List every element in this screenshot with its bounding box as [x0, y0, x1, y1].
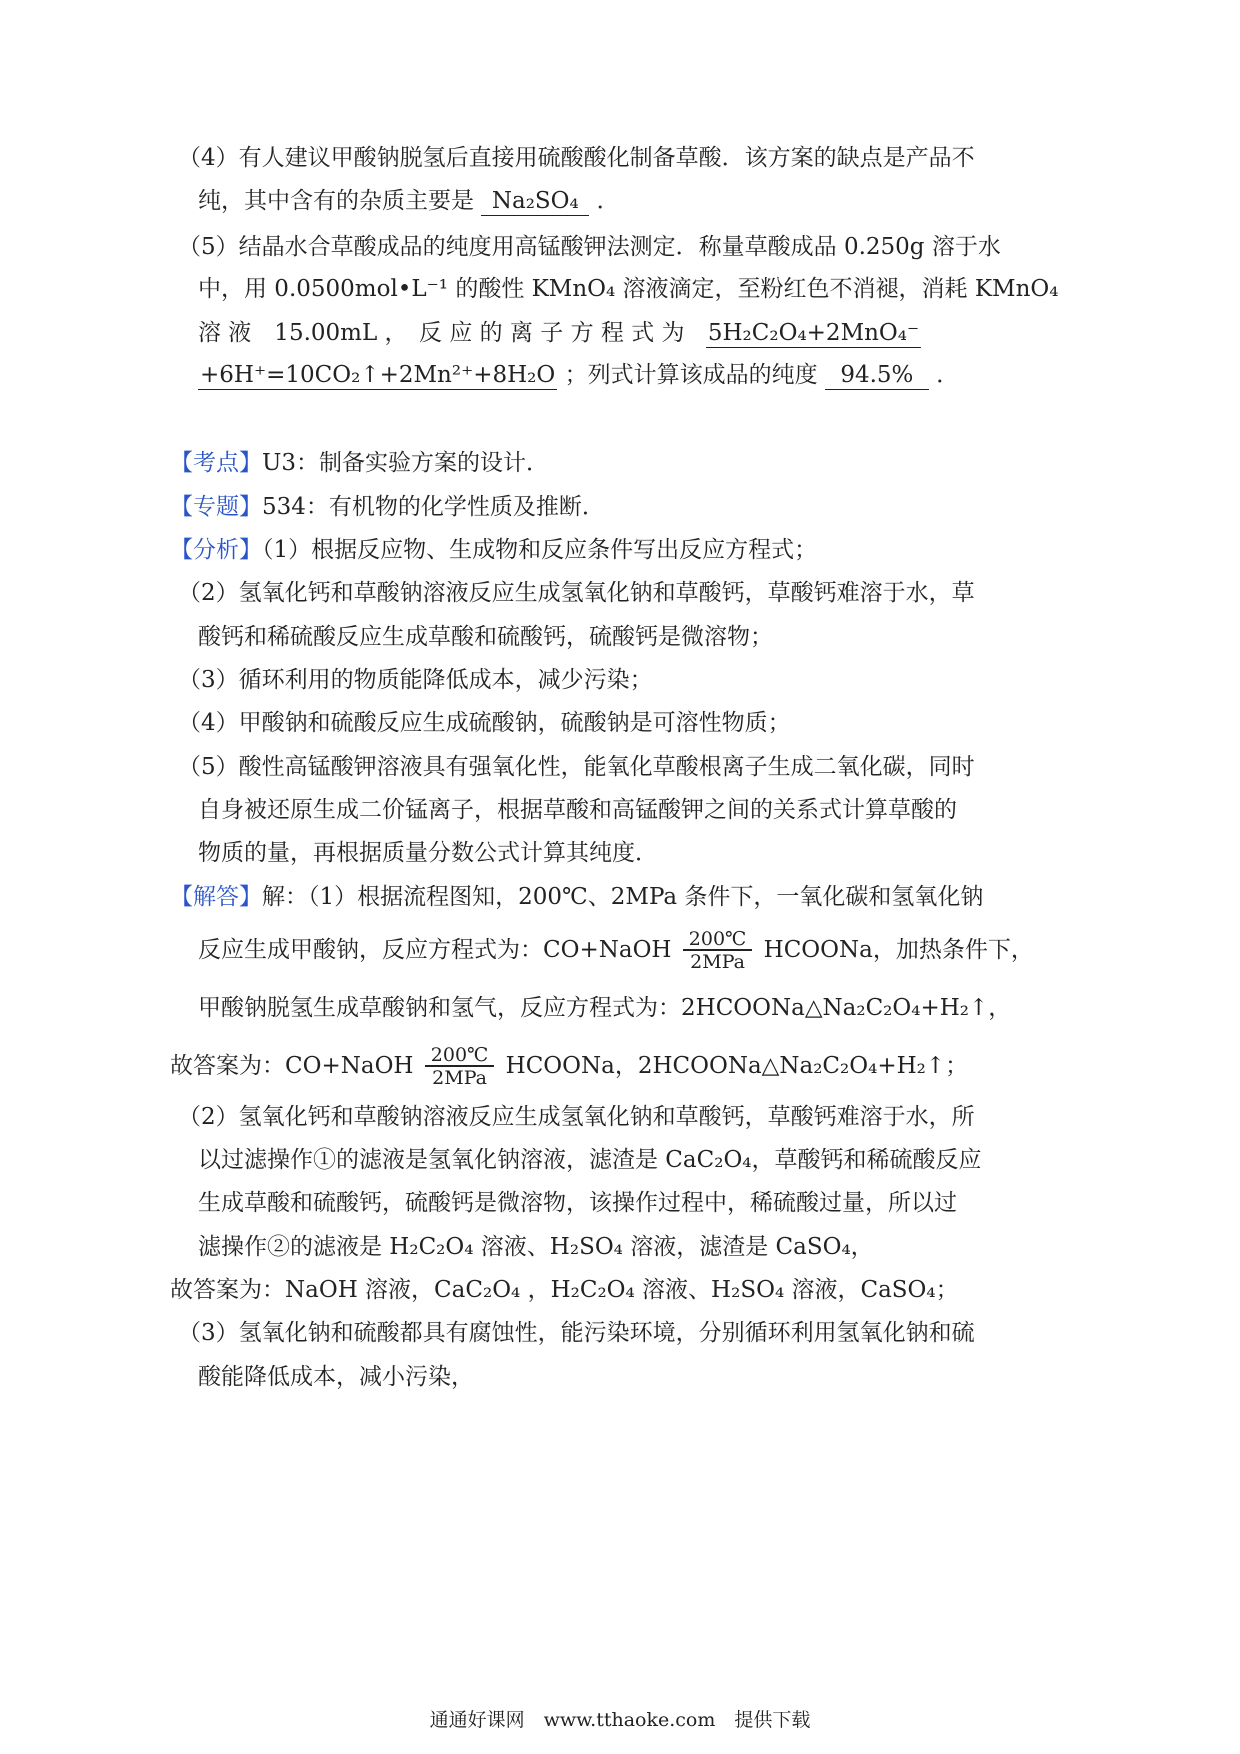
- q5-line-3: 溶 液 15.00mL ， 反 应 的 离 子 方 程 式 为 5H₂C₂O₄+2MnO₄⁻: [198, 320, 920, 346]
- fenxi-line-5: （4）甲酸钠和硫酸反应生成硫酸钠，硫酸钠是可溶性物质；: [178, 710, 791, 736]
- q5-line-1: （5）结晶水合草酸成品的纯度用高锰酸钾法测定．称量草酸成品 0.250g 溶于水: [178, 234, 1001, 260]
- q5-equation-answer: 5H₂C₂O₄+2MnO₄⁻: [707, 320, 920, 346]
- fenxi-line-4: （3）循环利用的物质能降低成本，减少污染；: [178, 667, 653, 693]
- jieda-line-5: （2）氢氧化钙和草酸钠溶液反应生成氢氧化钠和草酸钙，草酸钙难溶于水，所: [178, 1104, 975, 1130]
- jieda-line-4: 故答案为：CO+NaOH $\frac{200℃}{\text{2MPa}}$ HCOONa，2HCOONa△Na₂C₂O₄+H₂↑；: [170, 1044, 969, 1089]
- fenxi-line-6: （5）酸性高锰酸钾溶液具有强氧化性，能氧化草酸根离子生成二氧化碳，同时: [178, 754, 975, 780]
- q5-equation-answer-cont: +6H⁺=10CO₂↑+2Mn²⁺+8H₂O: [200, 362, 556, 388]
- q5-line-4: +6H⁺=10CO₂↑+2Mn²⁺+8H₂O ；列式计算该成品的纯度 94.5% ．: [200, 362, 960, 388]
- fenxi-tag: 【分析】: [170, 537, 262, 563]
- q4-line-2: 纯，其中含有的杂质主要是 Na₂SO₄ ．: [198, 188, 620, 214]
- zhuanti-tag: 【专题】: [170, 494, 262, 520]
- reaction-condition-2: $\frac{200℃}{\text{2MPa}}$: [425, 1045, 495, 1089]
- jieda-tag: 【解答】: [170, 884, 262, 910]
- reaction-condition-1: $\frac{200℃}{\text{2MPa}}$: [683, 929, 753, 973]
- fenxi-line-8: 物质的量，再根据质量分数公式计算其纯度．: [198, 840, 658, 866]
- jieda-line-10: （3）氢氧化钠和硫酸都具有腐蚀性，能污染环境，分别循环利用氢氧化钠和硫: [178, 1320, 975, 1346]
- zhuanti-line: 【专题】534：有机物的化学性质及推断．: [170, 494, 605, 520]
- q5-line-2: 中，用 0.0500mol•L⁻¹ 的酸性 KMnO₄ 溶液滴定，至粉红色不消褪，消耗 KMnO₄: [198, 276, 1059, 302]
- q5-purity-answer: 94.5%: [825, 361, 929, 390]
- kaodian-line: 【考点】U3：制备实验方案的设计．: [170, 450, 550, 476]
- fenxi-line-2: （2）氢氧化钙和草酸钠溶液反应生成氢氧化钠和草酸钙，草酸钙难溶于水，草: [178, 580, 975, 606]
- q4-answer: Na₂SO₄: [481, 187, 589, 216]
- q4-line-1: （4）有人建议甲酸钠脱氢后直接用硫酸酸化制备草酸．该方案的缺点是产品不: [178, 145, 975, 171]
- jieda-line-2: 反应生成甲酸钠，反应方程式为：CO+NaOH $\frac{200℃}{\text{2MPa}}$ HCOONa，加热条件下，: [198, 928, 1034, 973]
- fenxi-line-7: 自身被还原生成二价锰离子，根据草酸和高锰酸钾之间的关系式计算草酸的: [198, 797, 957, 823]
- jieda-line-9: 故答案为：NaOH 溶液，CaC₂O₄ ，H₂C₂O₄ 溶液、H₂SO₄ 溶液，CaSO₄；: [170, 1277, 959, 1303]
- page-footer: 通通好课网 www.tthaoke.com 提供下载: [429, 1709, 811, 1731]
- jieda-line-1: 【解答】解：（1）根据流程图知，200℃、2MPa 条件下，一氧化碳和氢氧化钠: [170, 884, 984, 910]
- jieda-line-8: 滤操作②的滤液是 H₂C₂O₄ 溶液、H₂SO₄ 溶液，滤渣是 CaSO₄，: [198, 1234, 874, 1260]
- jieda-line-7: 生成草酸和硫酸钙，硫酸钙是微溶物，该操作过程中，稀硫酸过量，所以过: [198, 1190, 957, 1216]
- fenxi-line-1: 【分析】（1）根据反应物、生成物和反应条件写出反应方程式；: [170, 537, 818, 563]
- jieda-line-6: 以过滤操作①的滤液是氢氧化钠溶液，滤渣是 CaC₂O₄，草酸钙和稀硫酸反应: [198, 1147, 982, 1173]
- jieda-line-3: 甲酸钠脱氢生成草酸钠和氢气，反应方程式为：2HCOONa△Na₂C₂O₄+H₂↑，: [198, 995, 1012, 1021]
- jieda-line-11: 酸能降低成本，减小污染，: [198, 1364, 474, 1390]
- fenxi-line-3: 酸钙和稀硫酸反应生成草酸和硫酸钙，硫酸钙是微溶物；: [198, 624, 773, 650]
- kaodian-tag: 【考点】: [170, 450, 262, 476]
